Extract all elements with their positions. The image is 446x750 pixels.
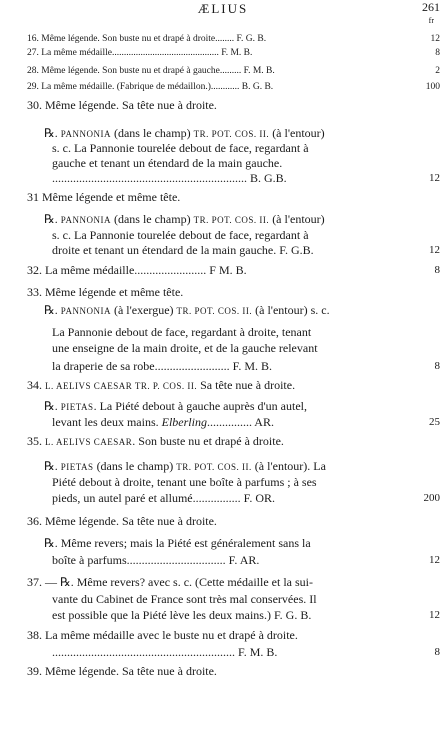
entry-text: [52, 553, 259, 567]
text-segment: 34.: [27, 378, 45, 392]
text-segment: ℞.: [44, 303, 61, 317]
price-value: 8: [435, 48, 440, 58]
catalogue-line: [0, 303, 446, 317]
entry-text: [52, 228, 309, 242]
catalogue-line: [0, 399, 446, 413]
text-segment: levant les deux mains.: [52, 415, 162, 429]
entry-text: [27, 628, 298, 642]
text-segment: (à l'exergue): [110, 303, 177, 317]
text-segment: ℞. Même revers; mais la Piété est généralement sans la: [44, 536, 311, 550]
small-caps-text: TR. POT. COS. II.: [193, 215, 270, 225]
text-segment: (à l'entour) s. c.: [252, 303, 330, 317]
text-segment: vante du Cabinet de France sont très mal conservées. Il: [52, 592, 317, 606]
text-segment: (à l'entour): [269, 126, 325, 140]
catalogue-line: [0, 628, 446, 642]
text-segment: (dans le champ): [93, 459, 177, 473]
entry-text: [52, 141, 309, 155]
text-segment: gauche et tenant un étendard de la main gauche.: [52, 156, 283, 170]
price-value: 12: [429, 554, 440, 566]
text-segment: 16. Même légende. Son buste nu et drapé à droite........ F. G. B.: [27, 34, 267, 44]
price-value: 12: [429, 172, 440, 184]
small-caps-text: PANNONIA: [60, 129, 111, 139]
catalogue-line: [0, 536, 446, 550]
text-segment: 39. Même légende. Sa tête nue à droite.: [27, 664, 217, 678]
value-unit-label: fr: [428, 16, 434, 25]
price-value: 8: [434, 646, 440, 658]
catalogue-line: [0, 553, 446, 567]
catalogue-line: [0, 126, 446, 140]
text-segment: droite et tenant un étendard de la main gauche. F. G.B.: [52, 243, 314, 257]
price-value: 8: [434, 360, 440, 372]
catalogue-line: [0, 32, 446, 46]
entry-text: [52, 645, 277, 659]
small-caps-text: TR. POT. COS. II.: [176, 462, 252, 472]
entry-text: [52, 156, 282, 170]
entry-text: [44, 459, 326, 474]
text-segment: (à l'entour): [269, 212, 325, 226]
text-segment: ℞.: [44, 459, 61, 473]
catalogue-line: [0, 98, 446, 112]
entry-text: [27, 32, 266, 46]
catalogue-line: [0, 341, 446, 355]
catalogue-line: [0, 475, 446, 489]
text-segment: 31 Même légende et même tête.: [27, 190, 181, 204]
entry-text: [27, 263, 247, 277]
price-value: 100: [425, 82, 440, 92]
text-segment: pieds, un autel paré et allumé................ F. OR.: [52, 491, 275, 505]
entry-text: [52, 608, 311, 622]
text-segment: 37. — ℞. Même revers? avec s. c. (Cette médaille et la sui-: [27, 575, 313, 589]
text-segment: 35.: [27, 434, 45, 448]
text-segment: (à l'entour). La: [251, 459, 326, 473]
text-segment: 36. Même légende. Sa tête nue à droite.: [27, 514, 217, 528]
entry-text: [52, 475, 317, 489]
catalogue-line: [0, 575, 446, 589]
entry-text: [52, 359, 272, 373]
entry-text: [52, 341, 318, 355]
catalogue-line: [0, 263, 446, 277]
price-value: 8: [434, 264, 440, 276]
entry-text: [52, 415, 274, 429]
text-segment: (dans le champ): [110, 212, 194, 226]
text-segment: 28. Même légende. Son buste nu et drapé à gauche......... F. M. B.: [27, 66, 275, 76]
small-caps-text: PIETAS: [60, 462, 94, 472]
small-caps-text: L. AELIVS CAESAR: [45, 437, 133, 447]
entry-text: [44, 126, 325, 141]
text-segment: 29. La même médaille. (Fabrique de médaillon.)............ B. G. B.: [27, 82, 274, 92]
text-segment: ℞.: [44, 126, 61, 140]
catalogue-line: [0, 141, 446, 155]
text-segment: la draperie de sa robe......................... F. M. B.: [52, 359, 272, 373]
catalogue-line: [0, 285, 446, 299]
catalogue-line: [0, 608, 446, 622]
price-value: 12: [430, 34, 440, 44]
entry-text: [44, 536, 311, 550]
page-header-title: ÆLIUS: [197, 1, 249, 16]
entry-text: [52, 592, 317, 606]
entry-text: [52, 171, 287, 185]
page-number: 261: [422, 0, 440, 14]
catalogue-line: [0, 243, 446, 257]
catalogue-line: [0, 664, 446, 678]
catalogue-line: [0, 434, 446, 448]
entry-text: [52, 325, 311, 339]
catalogue-line: [0, 80, 446, 94]
entry-text: [27, 64, 275, 78]
small-caps-text: PANNONIA: [60, 215, 111, 225]
entry-text: [27, 514, 217, 528]
catalogue-line: [0, 359, 446, 373]
small-caps-text: PANNONIA: [60, 306, 111, 316]
text-segment: ℞.: [44, 212, 61, 226]
price-value: 12: [429, 244, 440, 256]
entry-text: [27, 434, 284, 449]
catalogue-line: [0, 171, 446, 185]
price-value: 2: [435, 66, 440, 76]
entry-text: [27, 46, 252, 60]
text-segment: s. c. La Pannonie tourelée debout de face, regardant à: [52, 141, 309, 155]
text-segment: Sa tête nue à droite.: [197, 378, 296, 392]
entry-text: [27, 80, 273, 94]
text-segment: boîte à parfums................................. F. AR.: [52, 553, 260, 567]
catalogue-line: [0, 514, 446, 528]
small-caps-text: L. AELIVS CAESAR TR. P. COS. II.: [45, 381, 198, 391]
entry-text: [27, 285, 183, 299]
entry-text: [27, 664, 217, 678]
text-segment: 32. La même médaille........................ F M. B.: [27, 263, 247, 277]
entry-text: [44, 212, 325, 227]
small-caps-text: TR. POT. COS. II.: [193, 129, 270, 139]
catalogue-line: [0, 325, 446, 339]
catalogue-line: [0, 212, 446, 226]
catalogue-line: [0, 415, 446, 429]
catalogue-line: [0, 228, 446, 242]
italic-text: Elberling: [161, 415, 207, 429]
entry-text: [52, 491, 275, 505]
text-segment: . La Piété debout à gauche auprès d'un autel,: [93, 399, 307, 413]
text-segment: ℞.: [44, 399, 61, 413]
entry-text: [52, 243, 314, 257]
catalogue-line: [0, 491, 446, 505]
text-segment: une enseigne de la main droite, et de la gauche relevant: [52, 341, 318, 355]
catalogue-line: [0, 645, 446, 659]
price-value: 200: [423, 492, 440, 504]
catalogue-line: [0, 459, 446, 473]
text-segment: ................................................................. B. G.B.: [52, 171, 287, 185]
price-value: 25: [429, 416, 440, 428]
entry-text: [44, 399, 307, 414]
text-segment: (dans le champ): [110, 126, 194, 140]
catalogue-line: [0, 190, 446, 204]
text-segment: 38. La même médaille avec le buste nu et drapé à droite.: [27, 628, 298, 642]
entry-text: [27, 190, 180, 204]
text-segment: 33. Même légende et même tête.: [27, 285, 184, 299]
text-segment: ............... AR.: [206, 415, 274, 429]
catalogue-line: [0, 46, 446, 60]
catalogue-line: [0, 592, 446, 606]
entry-text: [27, 98, 217, 112]
text-segment: s. c. La Pannonie tourelée debout de face, regardant à: [52, 228, 309, 242]
text-segment: Piété debout à droite, tenant une boîte à parfums ; à ses: [52, 475, 317, 489]
small-caps-text: TR. POT. COS. II.: [176, 306, 253, 316]
text-segment: 27. La même médaille............................................. F. M. B.: [27, 48, 253, 58]
catalogue-line: [0, 378, 446, 392]
entry-text: [27, 378, 295, 393]
text-segment: . Son buste nu et drapé à droite.: [132, 434, 284, 448]
price-value: 12: [429, 609, 440, 621]
text-segment: La Pannonie debout de face, regardant à droite, tenant: [52, 325, 312, 339]
entry-text: [44, 303, 330, 318]
text-segment: 30. Même légende. Sa tête nue à droite.: [27, 98, 217, 112]
text-segment: est possible que la Piété lève les deux mains.) F. G. B.: [52, 608, 312, 622]
small-caps-text: PIETAS: [60, 402, 94, 412]
entry-text: [27, 575, 313, 589]
catalogue-line: [0, 64, 446, 78]
catalogue-line: [0, 156, 446, 170]
text-segment: ............................................................. F. M. B.: [52, 645, 278, 659]
